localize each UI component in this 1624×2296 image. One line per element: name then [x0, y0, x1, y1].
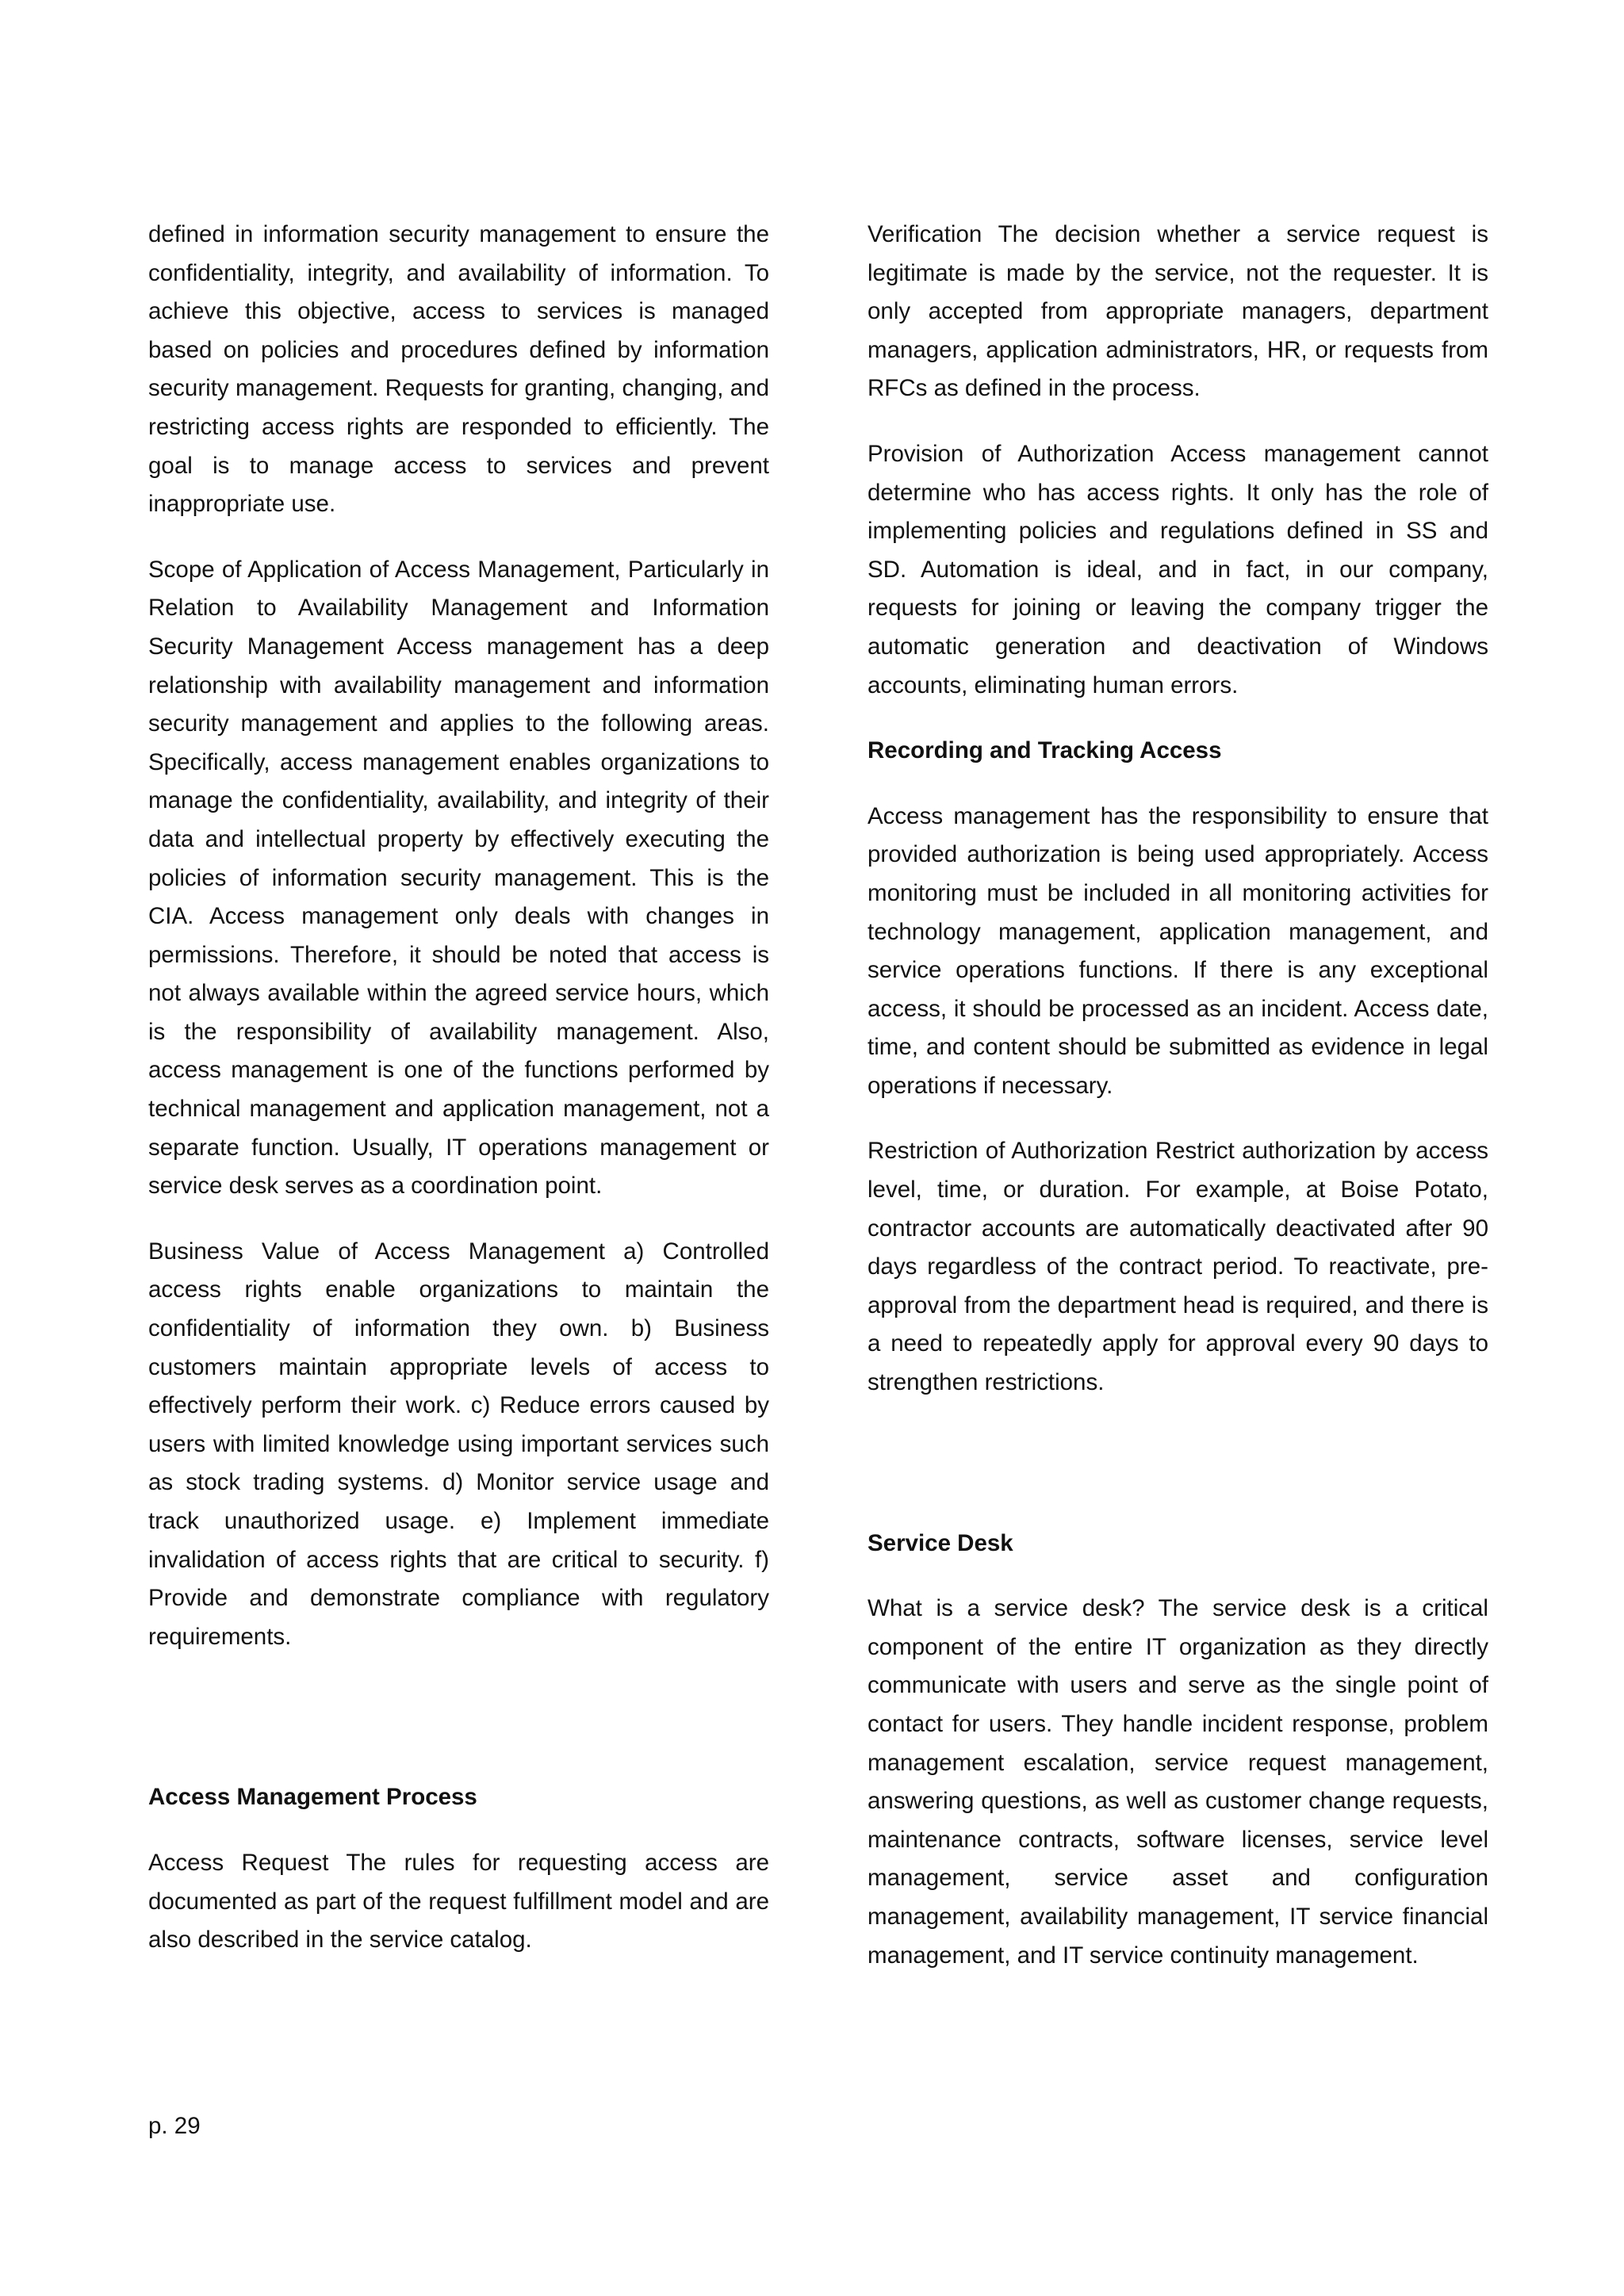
heading-service-desk: Service Desk	[868, 1529, 1013, 1556]
section-spacer	[868, 1429, 1488, 1525]
page-number: p. 29	[148, 2113, 201, 2139]
paragraph-provision-of-authorization: Provision of Authorization Access management cannot determine who has access rights. It only has the role of implementing policies and regulations defined in SS and SD. Automation is ideal, and in fact, in our company, requests for joining or leaving the company trigger the automatic generation and deactivation of Windows accounts, eliminating human errors.	[868, 440, 1488, 698]
left-column	[148, 216, 769, 1987]
heading-access-management-process: Access Management Process	[148, 1784, 477, 1811]
paragraph-verification: Verification The decision whether a service request is legitimate is made by the service, not the requester. It is only accepted from appropriate managers, department managers, application administrators, HR, or requests from RFCs as defined in the process.	[868, 221, 1488, 402]
heading-recording-and-tracking-access: Recording and Tracking Access	[868, 737, 1222, 764]
paragraph-scope-of-application: Scope of Application of Access Management, Particularly in Relation to Availability Management and Information Security Management Access management has a deep relationship with availability management and information security management and applies to the following areas. Specifically, access management enables organizations to manage the confidentiality, availability, and integrity of their data and intellectual property by effectively executing the policies of information security management. This is the CIA. Access management only deals with changes in permissions. Therefore, it should be noted that access is not always available within the agreed service hours, which is the responsibility of availability management. Also, access management is one of the functions performed by technical management and application management, not a separate function. Usually, IT operations management or service desk serves as a coordination point.	[148, 556, 769, 1200]
paragraph-restriction-of-authorization: Restriction of Authorization Restrict authorization by access level, time, or duration. For example, at Boise Potato, contractor accounts are automatically deactivated after 90 days regardless of the contract period. To reactivate, pre-approval from the department head is required, and there is a need to repeatedly apply for approval every 90 days to strengthen restrictions.	[868, 1138, 1488, 1396]
paragraph-access-management-intro: defined in information security management to ensure the confidentiality, integrity, and availability of information. To achieve this objective, access to services is managed based on policies and procedures defined by information security management. Requests for granting, changing, and restricting access rights are responded to efficiently. The goal is to manage access to services and prevent inappropriate use.	[148, 221, 769, 518]
paragraph-recording-tracking: Access management has the responsibility to ensure that provided authorization is being used appropriately. Access monitoring must be included in all monitoring activities for technology management, application management, and service operations functions. If there is any exceptional access, it should be processed as an incident. Access date, time, and content should be submitted as evidence in legal operations if necessary.	[868, 802, 1488, 1099]
right-column	[868, 216, 1488, 2002]
paragraph-business-value: Business Value of Access Management a) Controlled access rights enable organizations to maintain the confidentiality of information they own. b) Business customers maintain appropriate levels of access to effectively perform their work. c) Reduce errors caused by users with limited knowledge using important services such as stock trading systems. d) Monitor service usage and track unauthorized usage. e) Implement immediate invalidation of access rights that are critical to security. f) Provide and demonstrate compliance with regulatory requirements.	[148, 1238, 769, 1650]
paragraph-service-desk: What is a service desk? The service desk is a critical component of the entire IT organization as they directly communicate with users and serve as the single point of contact for users. They handle incident response, problem management escalation, service request management, answering questions, as well as customer change requests, maintenance contracts, software licenses, service level management, service asset and configuration management, availability management, IT service financial management, and IT service continuity management.	[868, 1595, 1488, 1969]
section-spacer	[148, 1683, 769, 1778]
paragraph-access-request: Access Request The rules for requesting access are documented as part of the request fulfillment model and are also described in the service catalog.	[148, 1849, 769, 1954]
